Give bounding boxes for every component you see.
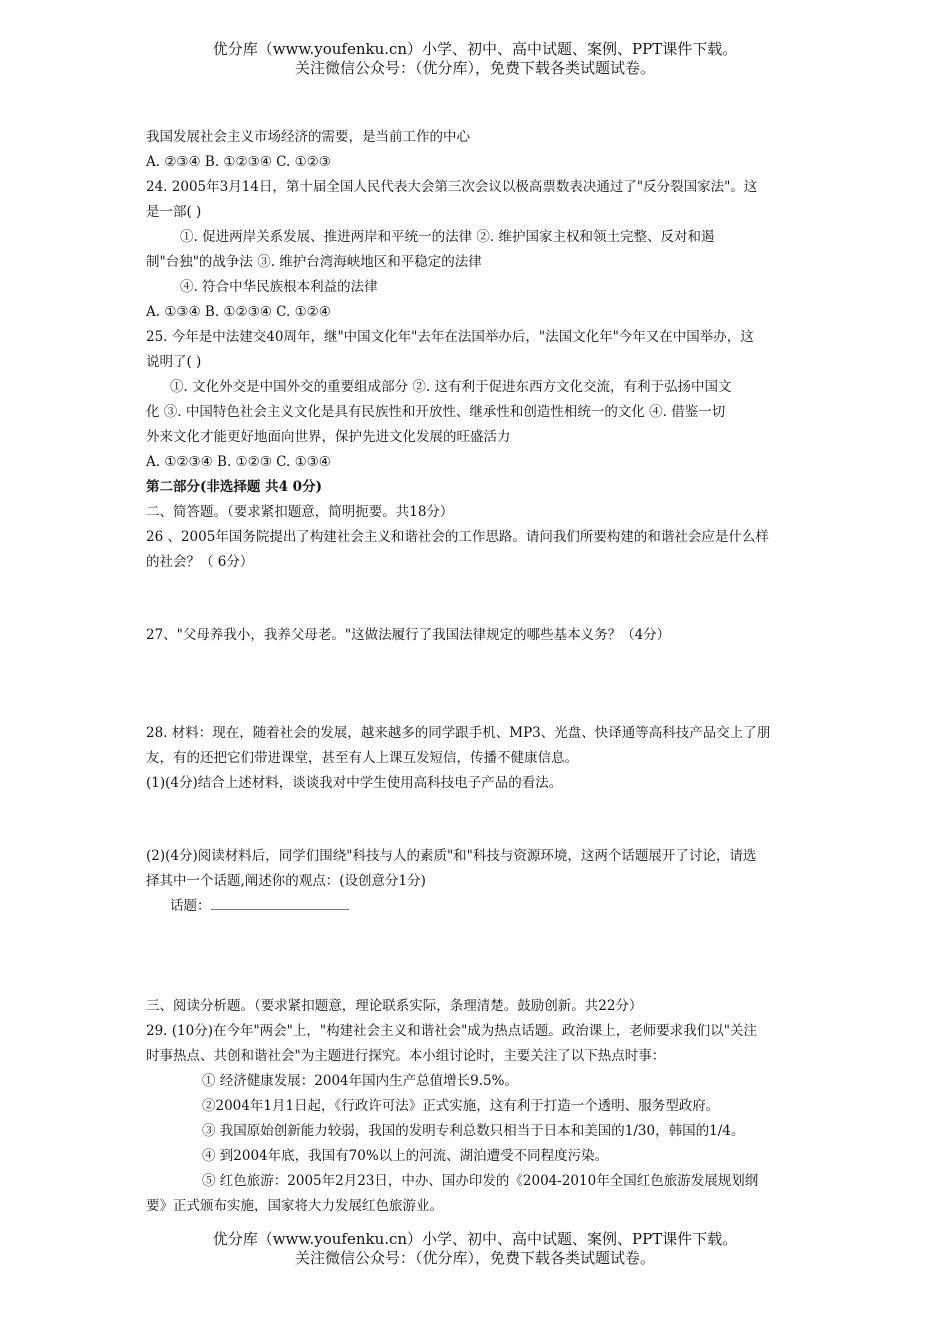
answer-options: A. ②③④ B. ①②③④ C. ①②③ <box>146 154 331 170</box>
question-26-stem-cont: 的社会？（ 6分） <box>146 554 254 570</box>
question-25-item: 外来文化才能更好地面向世界，保护先进文化发展的旺盛活力 <box>146 429 511 445</box>
topic-line <box>146 894 806 919</box>
hot-topic-item: ④ 到2004年底，我国有70%以上的河流、湖泊遭受不同程度污染。 <box>202 1148 609 1164</box>
page-footer <box>0 1230 950 1268</box>
answer-space <box>146 796 806 844</box>
answer-space <box>146 575 806 623</box>
header-line-2: 关注微信公众号：（优分库），免费下载各类试题试卷。 <box>294 59 655 77</box>
hot-topic-item: ⑤ 红色旅游：2005年2月23日，中办、国办印发的《2004-2010年全国红色旅游发展规划纲 <box>202 1173 759 1189</box>
answer-space <box>146 648 806 721</box>
answer-space <box>146 919 806 994</box>
question-26-stem: 26 、2005年国务院提出了构建社会主义和谐社会的工作思路。请问我们所要构建的和谐社会应是什么样 <box>146 529 769 545</box>
footer-line-2: 关注微信公众号：（优分库），免费下载各类试题试卷。 <box>294 1249 655 1267</box>
question-29-stem: 29. (10分)在今年"两会"上，"构建社会主义和谐社会"成为热点话题。政治课上，老师要求我们以"关注 <box>146 1023 758 1039</box>
section-2-heading: 二、简答题。（要求紧扣题意，简明扼要。共18分） <box>146 504 454 520</box>
hot-topic-item-cont: 要》正式颁布实施，国家将大力发展红色旅游业。 <box>146 1198 443 1214</box>
footer-line-1: 优分库（www.youfenku.cn）小学、初中、高中试题、案例、PPT课件下载。 <box>212 1230 738 1248</box>
question-28-material: 28. 材料：现在，随着社会的发展，越来越多的同学跟手机、MP3、光盘、快译通等高科技产品交上了朋 <box>146 725 771 741</box>
question-28-part-2: (2)(4分)阅读材料后，同学们围绕"科技与人的素质"和"科技与资源环境，这两个话题展开了讨论，请选 <box>146 848 757 864</box>
question-27-stem: 27、"父母养我小，我养父母老。"这做法履行了我国法律规定的哪些基本义务？（4分） <box>146 627 671 643</box>
question-24-item: 制"台独"的战争法 ③. 维护台湾海峡地区和平稳定的法律 <box>146 254 482 270</box>
question-25-options: A. ①②③④ B. ①②③ C. ①③④ <box>146 454 331 470</box>
question-28-material-cont: 友，有的还把它们带进课堂，甚至有人上课互发短信，传播不健康信息。 <box>146 750 578 766</box>
question-28-part-1: (1)(4分)结合上述材料，谈谈我对中学生使用高科技电子产品的看法。 <box>146 775 563 791</box>
header-line-1: 优分库（www.youfenku.cn）小学、初中、高中试题、案例、PPT课件下载。 <box>212 40 738 58</box>
hot-topic-item: ① 经济健康发展：2004年国内生产总值增长9.5%。 <box>202 1073 518 1089</box>
question-24-stem-cont: 是一部( ) <box>146 204 202 220</box>
document-body <box>146 125 806 1219</box>
question-24-stem: 24. 2005年3月14日，第十届全国人民代表大会第三次会议以极高票数表决通过了"反分裂国家法"。这 <box>146 179 758 195</box>
question-28-part-2-cont: 择其中一个话题,阐述你的观点：(设创意分1分) <box>146 873 426 889</box>
text-line: 我国发展社会主义市场经济的需要，是当前工作的中心 <box>146 129 470 145</box>
question-25-item: 化 ③. 中国特色社会主义文化是具有民族性和开放性、继承性和创造性相统一的文化 ④. 借鉴一切 <box>146 404 726 420</box>
hot-topic-item: ②2004年1月1日起，《行政许可法》正式实施，这有利于打造一个透明、服务型政府。 <box>202 1098 720 1114</box>
hot-topic-item: ③ 我国原始创新能力较弱，我国的发明专利总数只相当于日本和美国的1/30，韩国的1/4。 <box>202 1123 745 1139</box>
topic-blank[interactable] <box>211 895 349 910</box>
question-25-stem: 25. 今年是中法建交40周年，继"中国文化年"去年在法国举办后，"法国文化年"今年又在中国举办，这 <box>146 329 754 345</box>
page-header <box>0 40 950 78</box>
topic-label: 话题： <box>170 898 211 914</box>
question-25-item: ①. 文化外交是中国外交的重要组成部分 ②. 这有利于促进东西方文化交流，有利于弘扬中国文 <box>170 379 732 395</box>
part-2-heading: 第二部分(非选择题 共4 0分) <box>146 479 322 495</box>
question-24-options: A. ①③④ B. ①②③④ C. ①②④ <box>146 304 331 320</box>
section-3-heading: 三、阅读分析题。（要求紧扣题意，理论联系实际，条理清楚。鼓励创新。共22分） <box>146 998 643 1014</box>
question-24-item: ④. 符合中华民族根本利益的法律 <box>180 279 378 295</box>
question-24-item: ①. 促进两岸关系发展、推进两岸和平统一的法律 ②. 维护国家主权和领土完整、反对和遏 <box>180 229 715 245</box>
question-25-stem-cont: 说明了( ) <box>146 354 202 370</box>
question-29-stem-cont: 时事热点、共创和谐社会"为主题进行探究。本小组讨论时，主要关注了以下热点时事： <box>146 1048 666 1064</box>
